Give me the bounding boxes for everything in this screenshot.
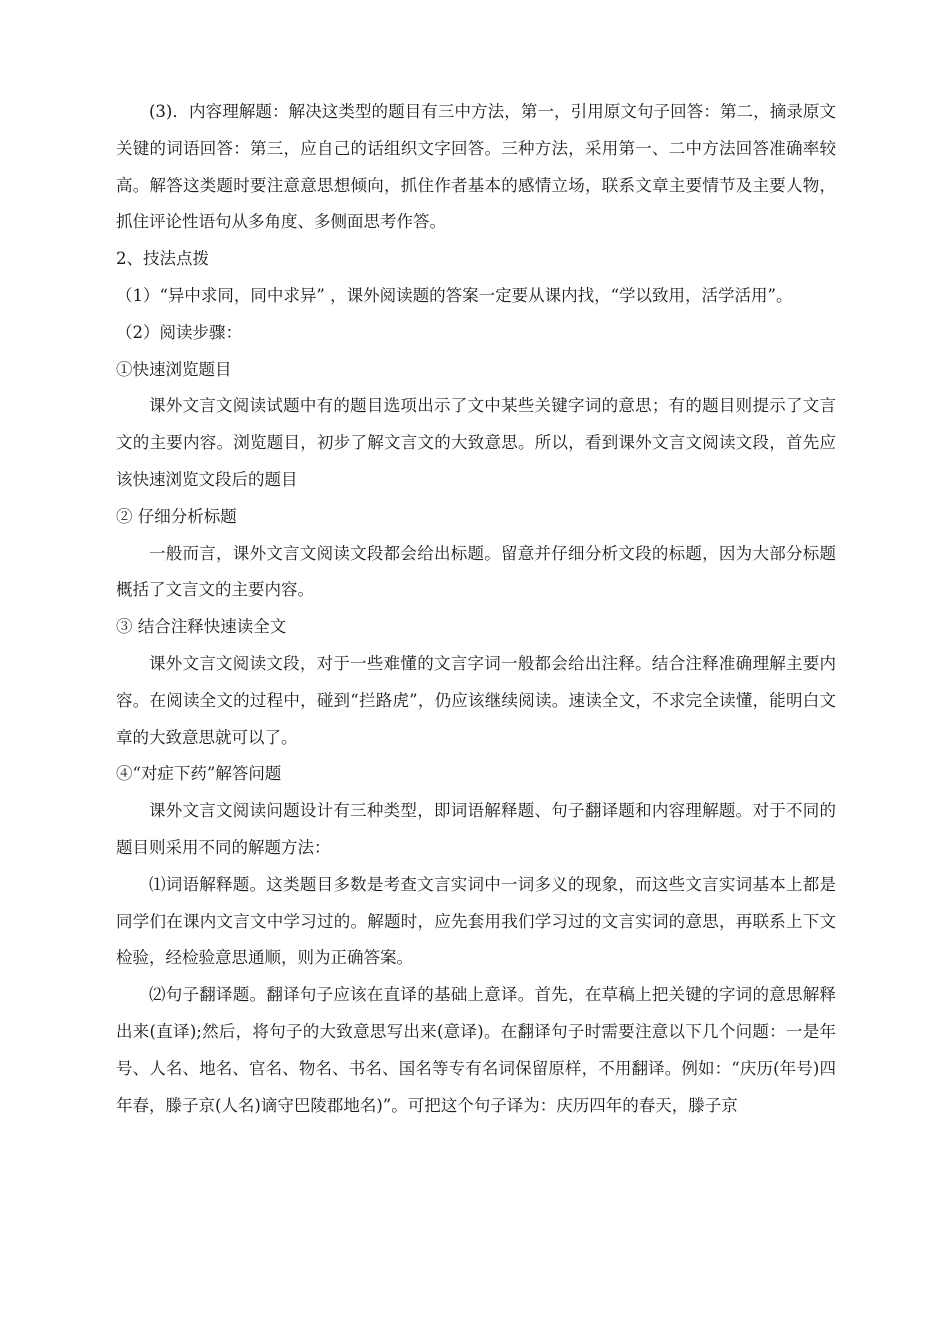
step-1-paragraph: 课外文言文阅读试题中有的题目选项出示了文中某些关键字词的意思；有的题目则提示了文言文的主要内容。浏览题目，初步了解文言文的大致意思。所以，看到课外文言文阅读文段，首先应该快速浏览文段后的题目 <box>116 396 836 489</box>
sentence-translation-paragraph: ⑵句子翻译题。翻译句子应该在直译的基础上意译。首先，在草稿上把关键的字词的意思解释出来(直译);然后，将句子的大致意思写出来(意译)。在翻译句子时需要注意以下几个问题：一是年号、人名、地名、官名、物名、书名、国名等专有名词保留原样，不用翻译。例如：“庆历(年号)四年春，滕子京(人名)谪守巴陵郡地名)”。可把这个句子译为：庆历四年的春天，滕子京 <box>116 985 836 1115</box>
step-2-paragraph: 一般而言，课外文言文阅读文段都会给出标题。留意并仔细分析文段的标题，因为大部分标题概括了文言文的主要内容。 <box>116 543 836 600</box>
word-explanation-paragraph: ⑴词语解释题。这类题目多数是考查文言实词中一词多义的现象，而这些文言实词基本上都是同学们在课内文言文中学习过的。解题时，应先套用我们学习过的文言实词的意思，再联系上下文检验，经检验意思通顺，则为正确答案。 <box>116 874 836 968</box>
step-3-paragraph: 课外文言文阅读文段，对于一些难懂的文言字词一般都会给出注释。结合注释准确理解主要内容。在阅读全文的过程中，碰到“拦路虎”，仍应该继续阅读。速读全文，不求完全读懂，能明白文章的大致意思就可以了。 <box>116 653 836 747</box>
section-heading-skills: 2、技法点拨 <box>116 249 209 269</box>
step-3-heading: ③ 结合注释快速读全文 <box>116 617 287 637</box>
step-4-paragraph: 课外文言文阅读问题设计有三种类型，即词语解释题、句子翻译题和内容理解题。对于不同的题目则采用不同的解题方法： <box>116 801 836 857</box>
step-2-heading: ② 仔细分析标题 <box>116 506 237 526</box>
subheading-reading-steps: （2）阅读步骤： <box>116 322 242 342</box>
step-4-heading: ④“对症下药”解答问题 <box>116 764 282 784</box>
paragraph-skill-1: （1）“异中求同，同中求异” ，课外阅读题的答案一定要从课内找，“学以致用，活学活用”。 <box>116 285 793 305</box>
paragraph-content-question: (3)．内容理解题：解决这类型的题目有三中方法，第一，引用原文句子回答：第二，摘录原文关键的词语回答：第三，应自己的话组织文字回答。三种方法，采用第一、二中方法回答准确率较高。解答这类题时要注意意思想倾向，抓住作者基本的感情立场，联系文章主要情节及主要人物，抓住评论性语句从多角度、多侧面思考作答。 <box>116 102 836 232</box>
step-1-heading: ①快速浏览题目 <box>116 359 232 379</box>
document-body <box>116 94 836 1124</box>
